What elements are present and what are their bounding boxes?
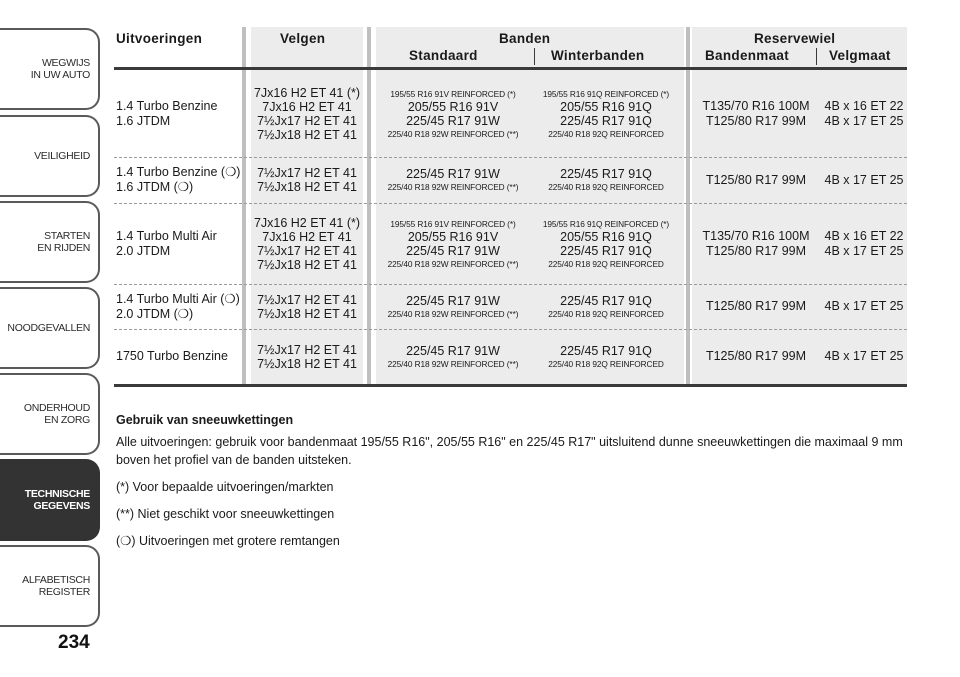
reserve-bandenmaat-cell-line: T125/80 R17 99M bbox=[705, 243, 807, 258]
velgen-cell-line: 7½Jx18 H2 ET 41 bbox=[257, 127, 357, 142]
standaard-banden-cell bbox=[378, 70, 528, 157]
uitvoering-cell-line: 2.0 JTDM (❍) bbox=[116, 306, 194, 321]
winterbanden-cell-line: 225/45 R17 91Q bbox=[560, 167, 652, 181]
standaard-banden-cell-line: 225/45 R17 91W bbox=[406, 167, 500, 181]
uitvoering-cell-line: 2.0 JTDM bbox=[116, 243, 171, 258]
nav-tab-label: TECHNISCHE GEGEVENS bbox=[24, 488, 90, 512]
header-banden: Banden bbox=[499, 31, 551, 46]
header-uitvoeringen: Uitvoeringen bbox=[116, 31, 203, 46]
reserve-bandenmaat-cell bbox=[692, 203, 820, 284]
velgen-cell-line: 7½Jx18 H2 ET 41 bbox=[257, 356, 357, 371]
footnote-circle: (❍) Uitvoeringen met grotere remtangen bbox=[116, 534, 340, 548]
reserve-velgmaat-cell bbox=[821, 284, 907, 329]
reserve-velgmaat-cell-line: 4B x 17 ET 25 bbox=[824, 113, 904, 128]
nav-tab-noodgevallen[interactable] bbox=[0, 287, 100, 369]
velgen-cell-line: 7Jx16 H2 ET 41 (*) bbox=[253, 85, 361, 100]
subheader-separator bbox=[534, 48, 535, 65]
reserve-velgmaat-cell-line: 4B x 17 ET 25 bbox=[824, 349, 904, 363]
uitvoering-cell-line: 1.4 Turbo Multi Air bbox=[116, 228, 217, 243]
velgen-cell-line: 7½Jx17 H2 ET 41 bbox=[257, 243, 357, 258]
notes-paragraph: Alle uitvoeringen: gebruik voor bandenmaat 195/55 R16", 205/55 R16" en 225/45 R17" uitsluitend dunne sneeuwkettingen die maximaal 9 mm boven het profiel van de banden uitsteken. bbox=[116, 435, 903, 467]
standaard-banden-cell-line: 225/45 R17 91W bbox=[406, 113, 500, 128]
uitvoering-cell-line: 1750 Turbo Benzine bbox=[116, 349, 228, 363]
snow-chain-notes bbox=[116, 411, 911, 559]
uitvoering-cell-line: 1.4 Turbo Benzine (❍) bbox=[116, 165, 241, 179]
winterbanden-cell-line: 225/40 R18 92Q REINFORCED bbox=[548, 128, 664, 139]
reserve-bandenmaat-cell bbox=[692, 157, 820, 203]
velgen-cell bbox=[253, 70, 361, 157]
winterbanden-cell-line: 205/55 R16 91Q bbox=[560, 99, 652, 114]
uitvoering-cell bbox=[116, 157, 240, 203]
reserve-velgmaat-cell-line: 4B x 17 ET 25 bbox=[824, 172, 904, 187]
footnote-double-asterisk: (**) Niet geschikt voor sneeuwkettingen bbox=[116, 507, 335, 521]
velgen-cell bbox=[253, 329, 361, 384]
reserve-bandenmaat-cell-line: T125/80 R17 99M bbox=[705, 172, 807, 187]
header-standaard: Standaard bbox=[409, 48, 478, 63]
standaard-banden-cell-line: 225/40 R18 92W REINFORCED (**) bbox=[387, 128, 519, 139]
winterbanden-cell-line: 195/55 R16 91Q REINFORCED (*) bbox=[542, 218, 670, 229]
standaard-banden-cell-line: 225/40 R18 92W REINFORCED (**) bbox=[387, 308, 519, 319]
reserve-velgmaat-cell-line: 4B x 16 ET 22 bbox=[824, 98, 904, 113]
standaard-banden-cell-line: 225/40 R18 92W REINFORCED (**) bbox=[387, 358, 519, 369]
table-bottom-rule bbox=[114, 384, 907, 387]
velgen-cell bbox=[253, 157, 361, 203]
uitvoering-cell-line: 1.6 JTDM (❍) bbox=[116, 180, 194, 194]
column-separator bbox=[367, 27, 371, 385]
subheader-separator bbox=[816, 48, 817, 65]
nav-tab-wegwijs[interactable] bbox=[0, 28, 100, 110]
velgen-cell-line: 7½Jx17 H2 ET 41 bbox=[257, 292, 357, 307]
winterbanden-cell bbox=[531, 157, 681, 203]
standaard-banden-cell bbox=[378, 284, 528, 329]
page-number: 234 bbox=[58, 632, 90, 653]
header-velgen: Velgen bbox=[280, 31, 326, 46]
velgen-cell-line: 7½Jx18 H2 ET 41 bbox=[257, 306, 357, 321]
footnote-asterisk: (*) Voor bepaalde uitvoeringen/markten bbox=[116, 480, 334, 494]
velgen-cell bbox=[253, 203, 361, 284]
winterbanden-cell bbox=[531, 284, 681, 329]
reserve-bandenmaat-cell-line: T135/70 R16 100M bbox=[702, 228, 810, 243]
column-separator bbox=[242, 27, 246, 385]
winterbanden-cell bbox=[531, 329, 681, 384]
header-winterbanden: Winterbanden bbox=[551, 48, 645, 63]
standaard-banden-cell-line: 225/45 R17 91W bbox=[406, 293, 500, 308]
standaard-banden-cell bbox=[378, 203, 528, 284]
winterbanden-cell bbox=[531, 203, 681, 284]
standaard-banden-cell bbox=[378, 329, 528, 384]
standaard-banden-cell-line: 225/45 R17 91W bbox=[406, 343, 500, 358]
uitvoering-cell bbox=[116, 329, 240, 384]
column-separator bbox=[686, 27, 690, 385]
velgen-cell-line: 7Jx16 H2 ET 41 bbox=[262, 99, 352, 114]
nav-tab-veiligheid[interactable] bbox=[0, 115, 100, 197]
reserve-velgmaat-cell-line: 4B x 17 ET 25 bbox=[824, 299, 904, 313]
standaard-banden-cell-line: 205/55 R16 91V bbox=[407, 99, 499, 114]
uitvoering-cell bbox=[116, 284, 240, 329]
winterbanden-cell-line: 225/45 R17 91Q bbox=[560, 243, 652, 258]
reserve-velgmaat-cell bbox=[821, 70, 907, 157]
reserve-bandenmaat-cell-line: T135/70 R16 100M bbox=[702, 98, 810, 113]
nav-tab-onderhoud[interactable] bbox=[0, 373, 100, 455]
reserve-bandenmaat-cell-line: T125/80 R17 99M bbox=[705, 113, 807, 128]
uitvoering-cell-line: 1.4 Turbo Multi Air (❍) bbox=[116, 291, 240, 306]
standaard-banden-cell bbox=[378, 157, 528, 203]
winterbanden-cell-line: 225/40 R18 92Q REINFORCED bbox=[548, 258, 664, 269]
nav-tab-label: ALFABETISCH REGISTER bbox=[22, 574, 90, 598]
uitvoering-cell-line: 1.6 JTDM bbox=[116, 113, 171, 128]
velgen-cell-line: 7½Jx17 H2 ET 41 bbox=[257, 166, 357, 180]
notes-title: Gebruik van sneeuwkettingen bbox=[116, 413, 294, 427]
reserve-bandenmaat-cell-line: T125/80 R17 99M bbox=[705, 349, 807, 363]
winterbanden-cell-line: 225/45 R17 91Q bbox=[560, 113, 652, 128]
reserve-velgmaat-cell bbox=[821, 203, 907, 284]
nav-tab-label: NOODGEVALLEN bbox=[7, 322, 90, 334]
standaard-banden-cell-line: 195/55 R16 91V REINFORCED (*) bbox=[390, 218, 516, 229]
standaard-banden-cell-line: 225/40 R18 92W REINFORCED (**) bbox=[387, 258, 519, 269]
reserve-velgmaat-cell bbox=[821, 157, 907, 203]
header-velgmaat: Velgmaat bbox=[829, 48, 891, 63]
standaard-banden-cell-line: 195/55 R16 91V REINFORCED (*) bbox=[390, 88, 516, 99]
standaard-banden-cell-line: 225/45 R17 91W bbox=[406, 243, 500, 258]
uitvoering-cell bbox=[116, 70, 240, 157]
winterbanden-cell bbox=[531, 70, 681, 157]
standaard-banden-cell-line: 225/40 R18 92W REINFORCED (**) bbox=[387, 182, 519, 192]
velgen-cell-line: 7½Jx17 H2 ET 41 bbox=[257, 113, 357, 128]
reserve-bandenmaat-cell bbox=[692, 70, 820, 157]
winterbanden-cell-line: 225/40 R18 92Q REINFORCED bbox=[548, 308, 664, 319]
reserve-velgmaat-cell-line: 4B x 16 ET 22 bbox=[824, 228, 904, 243]
nav-tab-starten[interactable] bbox=[0, 201, 100, 283]
nav-tab-technische-gegevens[interactable] bbox=[0, 459, 100, 541]
velgen-cell-line: 7½Jx18 H2 ET 41 bbox=[257, 257, 357, 272]
standaard-banden-cell-line: 205/55 R16 91V bbox=[407, 229, 499, 244]
uitvoering-cell-line: 1.4 Turbo Benzine bbox=[116, 98, 218, 113]
winterbanden-cell-line: 225/45 R17 91Q bbox=[560, 293, 652, 308]
reserve-bandenmaat-cell bbox=[692, 329, 820, 384]
uitvoering-cell bbox=[116, 203, 240, 284]
reserve-bandenmaat-cell bbox=[692, 284, 820, 329]
winterbanden-cell-line: 225/40 R18 92Q REINFORCED bbox=[548, 182, 664, 192]
nav-tab-alfabetisch[interactable] bbox=[0, 545, 100, 627]
winterbanden-cell-line: 225/45 R17 91Q bbox=[560, 343, 652, 358]
winterbanden-cell-line: 205/55 R16 91Q bbox=[560, 229, 652, 244]
velgen-cell-line: 7½Jx18 H2 ET 41 bbox=[257, 180, 357, 194]
winterbanden-cell-line: 195/55 R16 91Q REINFORCED (*) bbox=[542, 88, 670, 99]
nav-tab-label: WEGWIJS IN UW AUTO bbox=[30, 57, 90, 81]
nav-tab-label: STARTEN EN RIJDEN bbox=[37, 230, 90, 254]
tire-specification-table bbox=[114, 0, 907, 387]
velgen-cell-line: 7½Jx17 H2 ET 41 bbox=[257, 342, 357, 357]
reserve-velgmaat-cell bbox=[821, 329, 907, 384]
chapter-navigation bbox=[0, 0, 103, 677]
header-reservewiel: Reservewiel bbox=[754, 31, 836, 46]
velgen-cell-line: 7Jx16 H2 ET 41 bbox=[262, 229, 352, 244]
nav-tab-label: ONDERHOUD EN ZORG bbox=[23, 402, 90, 426]
reserve-velgmaat-cell-line: 4B x 17 ET 25 bbox=[824, 243, 904, 258]
nav-tab-label: VEILIGHEID bbox=[34, 150, 90, 162]
reserve-bandenmaat-cell-line: T125/80 R17 99M bbox=[705, 299, 807, 313]
velgen-cell-line: 7Jx16 H2 ET 41 (*) bbox=[253, 215, 361, 230]
header-bandenmaat: Bandenmaat bbox=[705, 48, 790, 63]
velgen-cell bbox=[253, 284, 361, 329]
winterbanden-cell-line: 225/40 R18 92Q REINFORCED bbox=[548, 358, 664, 369]
